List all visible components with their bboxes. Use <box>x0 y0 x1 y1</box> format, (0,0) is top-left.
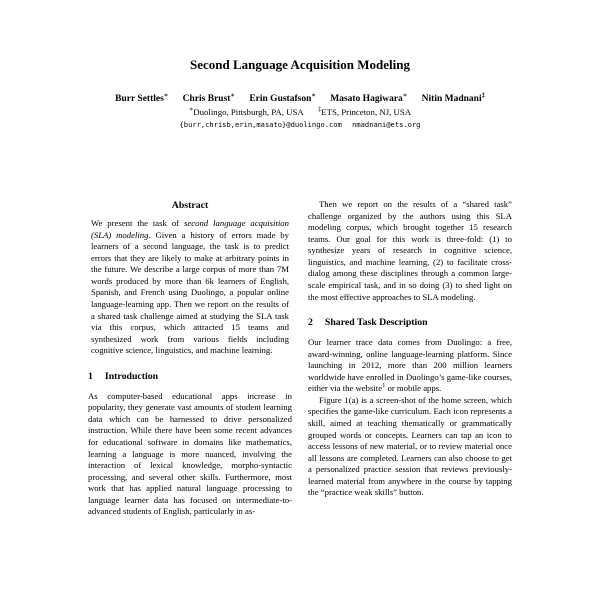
shared-task-paragraph-1-tail: or mobile apps. <box>385 383 442 394</box>
abstract-heading: Abstract <box>171 200 209 211</box>
left-column <box>88 199 292 518</box>
abstract-text-post: . Given a history of errors made by learners of a second language, the task is to predict errors that they are likely to make at arbitrary points in the future. We describe a large corpus of more than 7M words produced by more than 6k learners of English, Spanish, and French using Duolingo, a popular online language-learning app. Then we report on the results of a shared task challenge aimed at studying the SLA task via this corpus, which attracted 15 teams and synthesized work from various fields including cognitive science, linguistics, and machine learning. <box>91 229 289 356</box>
abstract-text-pre: We present the task of <box>91 218 185 229</box>
author-erin-gustafson <box>249 91 316 104</box>
author-name: Erin Gustafson <box>249 94 312 104</box>
author-name: Burr Settles <box>115 94 164 104</box>
abstract-text-italic: second language acquisition (SLA) modeling <box>91 218 289 240</box>
author-mark: ∗ <box>163 91 169 99</box>
author-chris-brust <box>182 91 235 104</box>
affiliation-line <box>0 107 600 117</box>
author-nitin-madnani <box>421 91 485 104</box>
right-column <box>308 199 512 518</box>
affiliation-ets <box>318 107 411 117</box>
author-mark: ∗ <box>402 91 408 99</box>
section-number: 2 <box>308 317 313 329</box>
paper-title: Second Language Acquisition Modeling <box>190 57 410 72</box>
email-line <box>0 120 600 129</box>
shared-task-paragraph-1-text: Our learner trace data comes from Duolingo: a free, award-winning, online language-learning platform. Since launching in 2012, more than 200 million learners worldwide have enrolled in Duolingo’s game-like courses, either via the website <box>308 337 512 394</box>
section-heading-shared-task <box>308 316 512 329</box>
affiliation-text: Duolingo, Pittsburgh, PA, USA <box>193 107 304 117</box>
author-mark: ‡ <box>481 91 485 99</box>
author-name: Chris Brust <box>182 94 231 104</box>
section-number: 1 <box>88 370 93 382</box>
introduction-paragraph: As computer-based educational apps increase in popularity, they generate vast amounts of student learning data which can be harnessed to drive personalized instruction. While there have been some recent advances for educational software in domains like mathematics, learning a language is more nuanced, involving the interaction of lexical knowledge, morpho-syntactic processing, and several other skills. Furthermore, most work that has applied natural language processing to language learner data has focused on intermediate-to-advanced students of English, particularly in as- <box>88 390 292 517</box>
shared-task-paragraph-2: Figure 1(a) is a screen-shot of the home screen, which specifies the game-like curriculum. Each icon represents a skill, aimed at teaching thematically or grammatically grouped words or concepts. Learners can tap an icon to access lessons of new material, or to review material once all lessons are completed. Learners can also choose to get a personalized practice session that reviews previously-learned material from anywhere in the course by tapping the “practice weak skills” button. <box>308 394 512 498</box>
affiliation-mark: ‡ <box>317 106 322 114</box>
shared-task-paragraph-1 <box>308 337 512 395</box>
introduction-continuation-paragraph: Then we report on the results of a “shared task” challenge organized by the authors using this SLA modeling corpus, which brought together 15 research teams. Our goal for this work is three-fold: (1) to synthesize years of research in cognitive science, linguistics, and machine learning, (2) to facilitate cross-dialog among these disciplines through a common large-scale empirical task, and in so doing (3) to shed light on the most effective approaches to SLA modeling. <box>308 199 512 302</box>
author-masato-hagiwara <box>330 91 408 104</box>
email-duolingo: {burr,chrisb,erin,masato}@duolingo.com <box>179 120 342 129</box>
abstract-text <box>88 218 292 357</box>
footnote-marker-1: 1 <box>382 382 386 390</box>
author-mark: ∗ <box>311 91 316 99</box>
affiliation-mark: ∗ <box>188 106 194 114</box>
author-name: Masato Hagiwara <box>330 94 403 104</box>
affiliation-text: ETS, Princeton, NJ, USA <box>321 107 412 117</box>
author-name: Nitin Madnani <box>421 94 482 104</box>
author-burr-settles <box>115 91 169 104</box>
email-ets: nmadnani@ets.org <box>352 120 421 129</box>
section-title: Introduction <box>104 370 159 382</box>
section-title: Shared Task Description <box>324 317 428 329</box>
affiliation-duolingo <box>189 107 304 117</box>
author-line <box>0 91 600 104</box>
author-mark: ∗ <box>230 91 235 99</box>
two-column-body <box>88 199 512 518</box>
section-heading-introduction <box>88 370 292 383</box>
